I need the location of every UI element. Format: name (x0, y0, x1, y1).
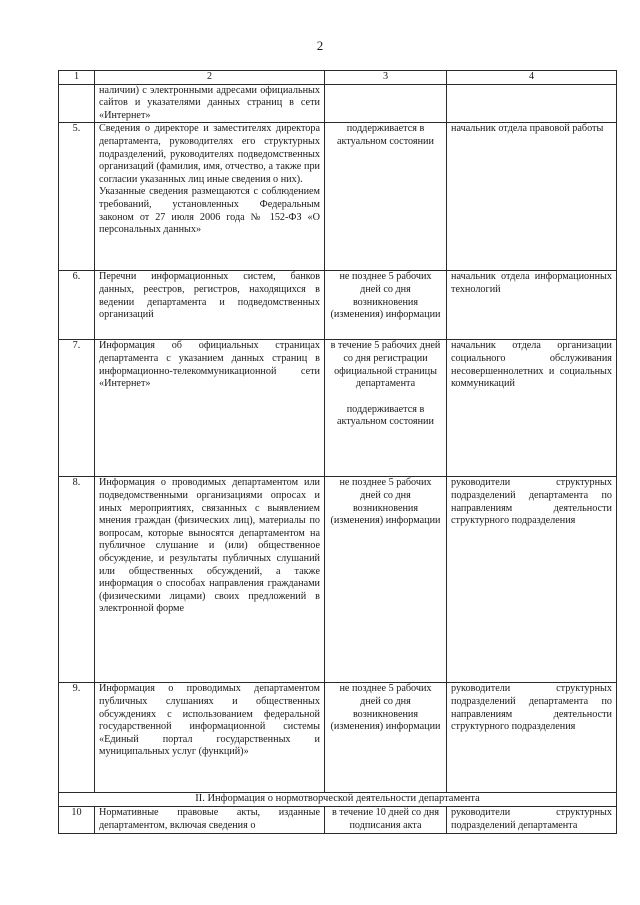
description-paragraph: Сведения о директоре и заместителях директора департамента, руководителях его структурных подразделений, руководителях подведомственных организаций (фамилия, имя, отчество, а также при согласии указанных лиц иные сведения о них). (99, 123, 320, 185)
term-text: поддерживается в актуальном состоянии (337, 403, 434, 428)
row-responsible: руководители структурных подразделений департамента по направлениям деятельности структурного подразделения (447, 683, 617, 793)
description-paragraph: Указанные сведения размещаются с соблюдением требований, установленных Федеральным законом от 27 июля 2006 года № 152-ФЗ «О персональных данных» (99, 186, 320, 236)
row-term: в течение 10 дней со дня подписания акта (325, 807, 447, 833)
description-paragraph: Перечни информационных систем, банков данных, реестров, регистров, находящихся в ведении департамента и подведомственных организаций (99, 271, 320, 321)
row-description (95, 683, 325, 793)
row-term (325, 123, 447, 271)
table-row (59, 807, 617, 833)
section-title: II. Информация о нормотворческой деятельности департамента (59, 793, 617, 807)
row-responsible: начальник отдела информационных технологий (447, 271, 617, 340)
row-term (325, 84, 447, 123)
term-text: не позднее 5 рабочих дней со дня возникновения (изменения) информации (330, 683, 441, 733)
row-number: 9. (59, 683, 95, 793)
table-row (59, 683, 617, 793)
table-row (59, 84, 617, 123)
row-responsible: начальник отдела организации социального обслуживания несовершеннолетних и социальных коммуникаций (447, 340, 617, 477)
row-number: 6. (59, 271, 95, 340)
row-term (325, 340, 447, 477)
header-col-3: 3 (325, 71, 447, 85)
row-number: 7. (59, 340, 95, 477)
description-paragraph: наличии) с электронными адресами официальных сайтов и указателями данных страниц в сети «Интернет» (99, 84, 320, 121)
term-text: в течение 5 рабочих дней со дня регистрации официальной страницы департамента (330, 340, 441, 390)
page-number: 2 (316, 38, 324, 53)
row-description (95, 271, 325, 340)
table-row (59, 123, 617, 271)
row-term (325, 683, 447, 793)
row-description (95, 123, 325, 271)
row-number: 5. (59, 123, 95, 271)
row-responsible (447, 84, 617, 123)
row-description (95, 477, 325, 683)
row-responsible: начальник отдела правовой работы (447, 123, 617, 271)
information-table (58, 70, 617, 834)
description-paragraph: Информация об официальных страницах департамента с указанием данных страниц в информационно-телекоммуникационной сети «Интернет» (99, 340, 320, 390)
header-col-4: 4 (447, 71, 617, 85)
row-number (59, 84, 95, 123)
description-paragraph: Информация о проводимых департаментом публичных слушаниях и общественных обсуждениях с использованием федеральной государственной информационной системы «Единый портал государственных и муниципальных услуг (функций)» (99, 683, 320, 758)
row-description (95, 340, 325, 477)
table-row (59, 477, 617, 683)
header-col-2: 2 (95, 71, 325, 85)
header-row (59, 71, 617, 85)
row-term (325, 271, 447, 340)
table-row (59, 340, 617, 477)
row-responsible: руководители структурных подразделений департамента (447, 807, 617, 833)
term-text: не позднее 5 рабочих дней со дня возникновения (изменения) информации (330, 271, 441, 321)
section-heading-row (59, 793, 617, 807)
term-text: поддерживается в актуальном состоянии (337, 123, 434, 147)
row-number: 8. (59, 477, 95, 683)
row-responsible: руководители структурных подразделений департамента по направлениям деятельности структурного подразделения (447, 477, 617, 683)
header-col-1: 1 (59, 71, 95, 85)
term-text: не позднее 5 рабочих дней со дня возникновения (изменения) информации (330, 477, 441, 527)
table-row (59, 271, 617, 340)
row-description (95, 84, 325, 123)
description-paragraph: Информация о проводимых департаментом или подведомственными организациями опросах и иных мероприятиях, связанных с выявлением мнения граждан (физических лиц), материалы по вопросам, которые выносятся департаментом на публичное слушание и (или) общественное обсуждение, и результаты публичных слушаний или общественных обсуждений, а также информация о способах направления гражданами (физическими лицами) своих предложений в электронной форме (99, 477, 320, 615)
row-description: Нормативные правовые акты, изданные департаментом, включая сведения о (95, 807, 325, 833)
row-number: 10 (59, 807, 95, 833)
row-term (325, 477, 447, 683)
